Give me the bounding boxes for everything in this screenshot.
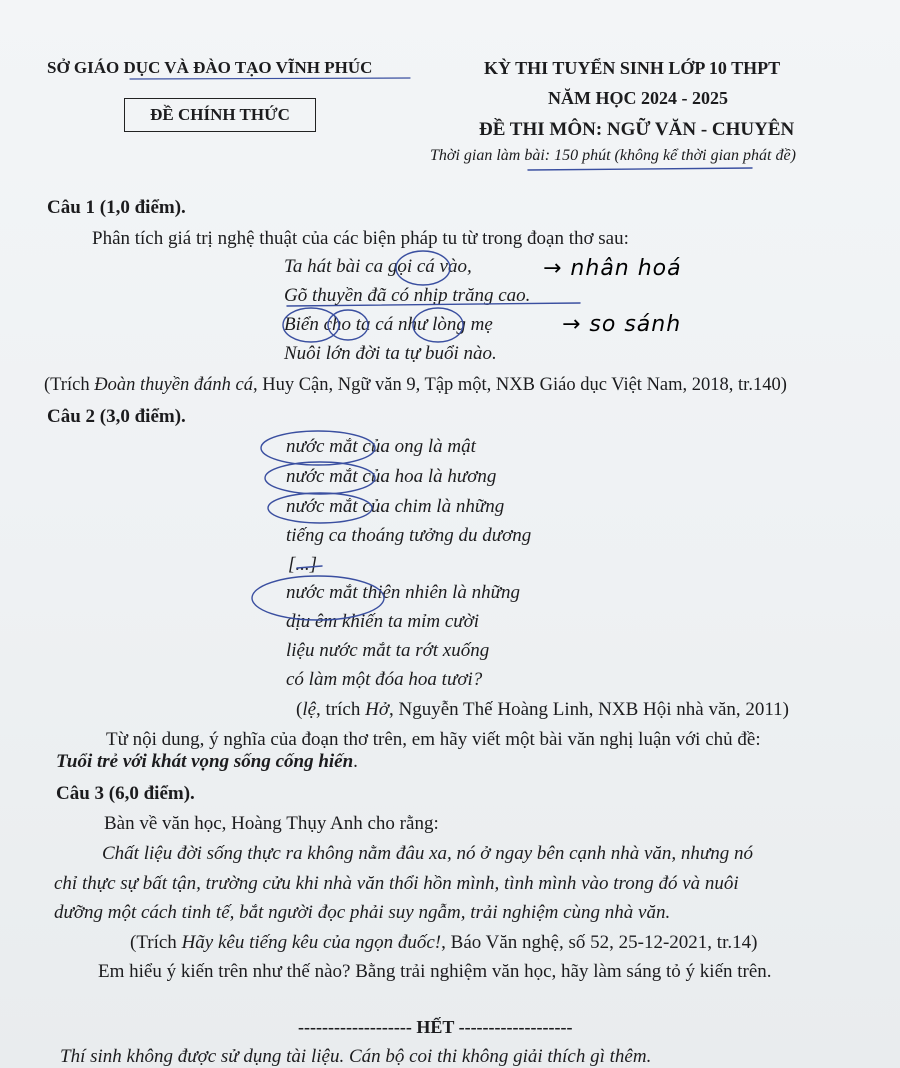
q1-poem-line: Ta hát bài ca gọi cá vào, bbox=[284, 256, 472, 277]
q2-topic: Tuổi trẻ với khát vọng sống cống hiến. bbox=[56, 751, 358, 772]
annotation-note-1: → nhân hoá bbox=[543, 256, 682, 281]
exam-time: Thời gian làm bài: 150 phút (không kể thời gian phát đề) bbox=[430, 147, 796, 164]
q3-intro: Bàn về văn học, Hoàng Thụy Anh cho rằng: bbox=[104, 813, 439, 834]
q1-poem-line: Gõ thuyền đã có nhịp trăng cao. bbox=[284, 285, 531, 306]
exam-subject: ĐỀ THI MÔN: NGỮ VĂN - CHUYÊN bbox=[479, 119, 795, 140]
q2-poem-line: có làm một đóa hoa tươi? bbox=[286, 669, 483, 690]
school-year: NĂM HỌC 2024 - 2025 bbox=[548, 88, 728, 108]
q1-prompt: Phân tích giá trị nghệ thuật của các biện pháp tu từ trong đoạn thơ sau: bbox=[92, 228, 629, 249]
q3-source: (Trích Hãy kêu tiếng kêu của ngọn đuốc!, Báo Văn nghệ, số 52, 25-12-2021, tr.14) bbox=[130, 932, 758, 953]
q2-poem-line: nước mắt của chim là những bbox=[286, 496, 505, 517]
department-name: SỞ GIÁO DỤC VÀ ĐÀO TẠO VĨNH PHÚC bbox=[47, 58, 373, 77]
q3-prompt: Em hiểu ý kiến trên như thế nào? Bằng trải nghiệm văn học, hãy làm sáng tỏ ý kiến trên. bbox=[98, 961, 772, 982]
end-mark: ------------------- HẾT ------------------- bbox=[298, 1017, 573, 1037]
q2-title: Câu 2 (3,0 điểm). bbox=[47, 406, 186, 427]
q1-source: (Trích Đoàn thuyền đánh cá, Huy Cận, Ngữ văn 9, Tập một, NXB Giáo dục Việt Nam, 2018, tr.140) bbox=[44, 375, 787, 395]
q3-quote-line: dưỡng một cách tinh tế, bắt người đọc phải suy ngẫm, trải nghiệm cùng nhà văn. bbox=[54, 902, 671, 923]
q2-poem-line: tiếng ca thoáng tưởng du dương bbox=[286, 525, 532, 546]
annotation-note-2: → so sánh bbox=[562, 312, 682, 337]
q2-poem-line: liệu nước mắt ta rớt xuống bbox=[286, 640, 490, 661]
q2-poem-line: nước mắt của hoa là hương bbox=[286, 466, 497, 487]
footer-note: Thí sinh không được sử dụng tài liệu. Cán bộ coi thi không giải thích gì thêm. bbox=[60, 1046, 652, 1067]
q2-source: (lệ, trích Hở, Nguyễn Thế Hoàng Linh, NXB Hội nhà văn, 2011) bbox=[296, 699, 789, 720]
q3-title: Câu 3 (6,0 điểm). bbox=[56, 783, 195, 804]
q1-poem-line: Nuôi lớn đời ta tự buổi nào. bbox=[284, 343, 497, 364]
q3-quote-line: Chất liệu đời sống thực ra không nằm đâu xa, nó ở ngay bên cạnh nhà văn, nhưng nó bbox=[102, 843, 754, 864]
q2-prompt: Từ nội dung, ý nghĩa của đoạn thơ trên, em hãy viết một bài văn nghị luận với chủ đề: bbox=[106, 729, 761, 750]
q1-title: Câu 1 (1,0 điểm). bbox=[47, 197, 186, 218]
official-label: ĐỀ CHÍNH THỨC bbox=[124, 98, 316, 132]
ink-underline bbox=[130, 78, 410, 79]
q2-poem-line: dịu êm khiến ta mỉm cười bbox=[286, 611, 480, 632]
q1-poem-line: Biển cho ta cá như lòng mẹ bbox=[284, 314, 493, 335]
q2-poem-line: nước mắt thiên nhiên là những bbox=[286, 582, 521, 603]
q2-poem-ellipsis: [...] bbox=[288, 554, 318, 575]
q2-poem-line: nước mắt của ong là mật bbox=[286, 436, 476, 457]
q3-quote-line: chỉ thực sự bất tận, trường cửu khi nhà văn thổi hồn mình, tình mình vào trong đó và nuôi bbox=[54, 873, 739, 894]
ink-underline bbox=[528, 168, 752, 170]
exam-title: KỲ THI TUYỂN SINH LỚP 10 THPT bbox=[484, 58, 781, 78]
